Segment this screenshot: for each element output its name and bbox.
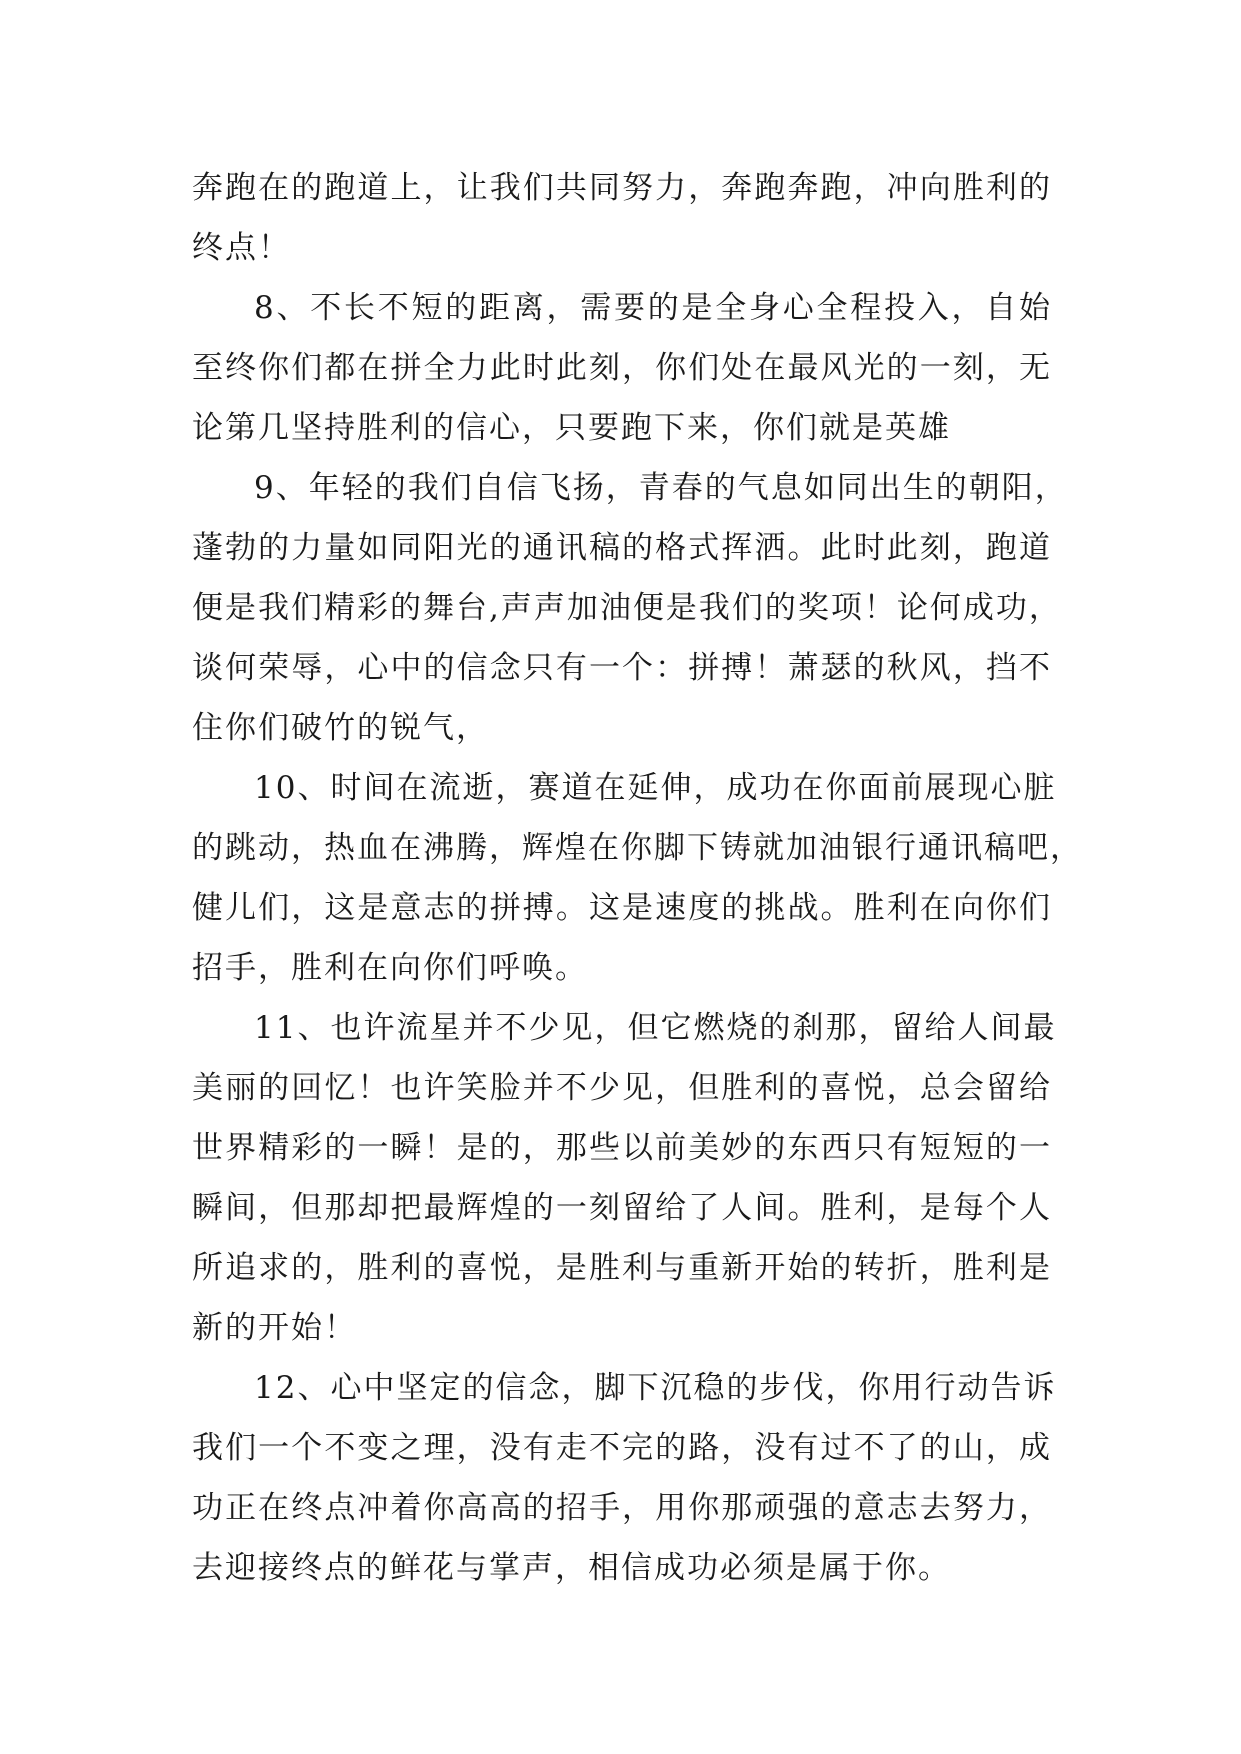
- text-line: 奔跑在的跑道上，让我们共同努力，奔跑奔跑，冲向胜利的: [192, 170, 1052, 206]
- text-line: 11、也许流星并不少见，但它燃烧的刹那，留给人间最: [254, 1010, 1057, 1046]
- text-line: 便是我们精彩的舞台,声声加油便是我们的奖项！论何成功，: [192, 590, 1062, 626]
- text-line: 世界精彩的一瞬！是的，那些以前美妙的东西只有短短的一: [192, 1130, 1052, 1166]
- text-line: 8、不长不短的距离，需要的是全身心全程投入，自始: [254, 290, 1052, 326]
- paragraph-item-9: [192, 458, 1068, 758]
- text-line: 招手，胜利在向你们呼唤。: [192, 950, 588, 986]
- text-line: 10、时间在流逝，赛道在延伸，成功在你面前展现心脏: [254, 770, 1057, 806]
- text-line: 瞬间，但那却把最辉煌的一刻留给了人间。胜利，是每个人: [192, 1190, 1052, 1226]
- text-line: 我们一个不变之理，没有走不完的路，没有过不了的山，成: [192, 1430, 1052, 1466]
- text-line: 住你们破竹的锐气，: [192, 710, 489, 746]
- paragraph-continuation: [192, 158, 1052, 278]
- paragraph-item-11: [192, 998, 1057, 1358]
- text-line: 健儿们，这是意志的拼搏。这是速度的挑战。胜利在向你们: [192, 890, 1052, 926]
- text-line: 蓬勃的力量如同阳光的通讯稿的格式挥洒。此时此刻，跑道: [192, 530, 1052, 566]
- text-line: 新的开始！: [192, 1310, 357, 1346]
- paragraph-item-10: [192, 758, 1083, 998]
- text-line: 去迎接终点的鲜花与掌声，相信成功必须是属于你。: [192, 1550, 951, 1586]
- paragraph-item-12: [192, 1358, 1057, 1598]
- text-line: 12、心中坚定的信念，脚下沉稳的步伐，你用行动告诉: [254, 1370, 1057, 1406]
- text-line: 美丽的回忆！也许笑脸并不少见，但胜利的喜悦，总会留给: [192, 1070, 1052, 1106]
- paragraph-item-8: [192, 278, 1052, 458]
- document-body: [192, 158, 1083, 1598]
- text-line: 谈何荣辱，心中的信念只有一个：拼搏！萧瑟的秋风，挡不: [192, 650, 1052, 686]
- text-line: 终点！: [192, 230, 291, 266]
- text-line: 9、年轻的我们自信飞扬，青春的气息如同出生的朝阳，: [254, 470, 1068, 506]
- text-line: 的跳动，热血在沸腾，辉煌在你脚下铸就加油银行通讯稿吧，: [192, 830, 1083, 866]
- text-line: 所追求的，胜利的喜悦，是胜利与重新开始的转折，胜利是: [192, 1250, 1052, 1286]
- text-line: 论第几坚持胜利的信心，只要跑下来，你们就是英雄: [192, 410, 951, 446]
- text-line: 至终你们都在拼全力此时此刻，你们处在最风光的一刻，无: [192, 350, 1052, 386]
- text-line: 功正在终点冲着你高高的招手，用你那顽强的意志去努力，: [192, 1490, 1052, 1526]
